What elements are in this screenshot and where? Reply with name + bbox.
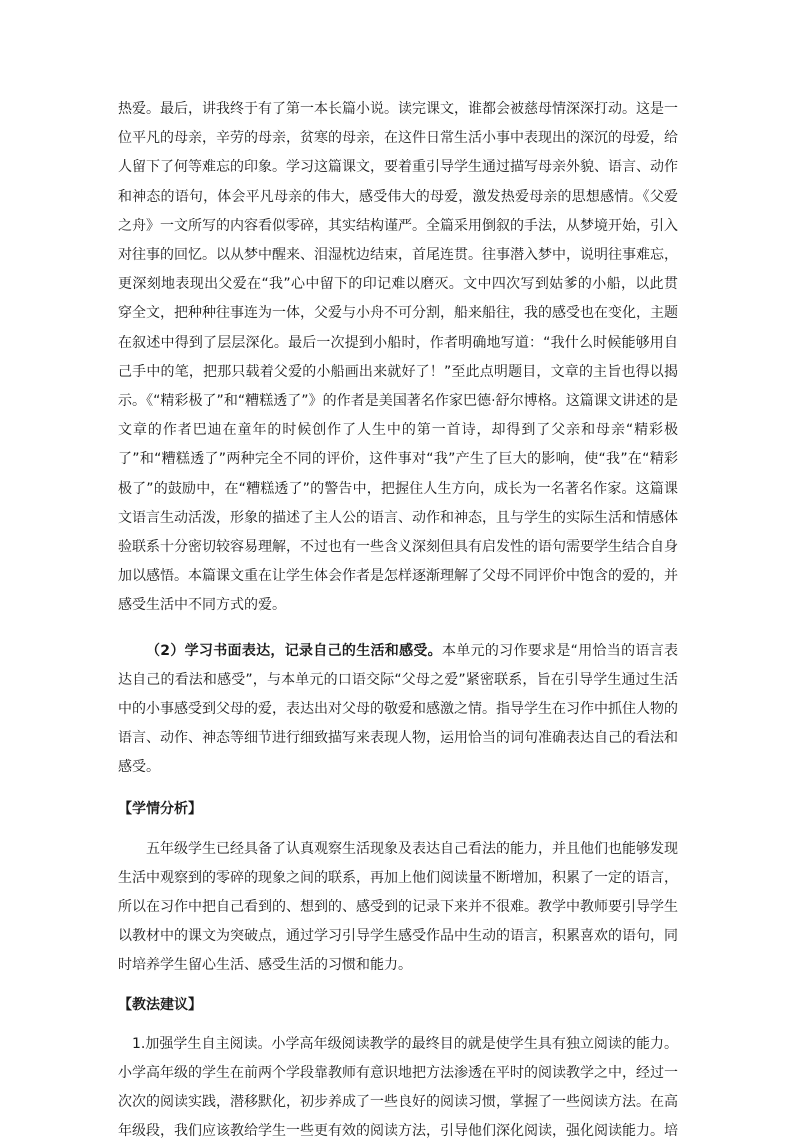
paragraph-writing-goal-body: 本单元的习作要求是“用恰当的语言表达自己的看法和感受”，与本单元的口语交际“父母之爱”紧密联系，旨在引导学生通过生活中的小事感受到父母的爱，表达出对父母的敬爱和感激之情。指导学生在习作中抓住人物的语言、动作、神态等细节进行细致描写来表现人物，运用恰当的词句准确表达自己的看法和感受。 <box>118 642 678 776</box>
section-heading-student-analysis: 【学情分析】 <box>118 800 202 817</box>
document-page <box>118 95 678 1147</box>
paragraph-writing-goal <box>118 637 678 783</box>
paragraph-teaching-suggestions: 1.加强学生自主阅读。小学高年级阅读教学的最终目的就是使学生具有独立阅读的能力。小学高年级的学生在前两个学段靠教师有意识地把方法渗透在平时的阅读教学之中，经过一次次的阅读实践，潜移默化，初步养成了一些良好的阅读习惯，掌握了一些阅读方法。在高年级段，我们应该教给学生一些更有效的阅读方法，引导他们深化阅读，强化阅读能力。培 <box>118 1035 678 1140</box>
paragraph-writing-goal-lead: （2）学习书面表达，记录自己的生活和感受。 <box>146 642 442 659</box>
section-heading-teaching-suggestions: 【教法建议】 <box>118 996 202 1013</box>
paragraph-lessons-analysis: 热爱。最后，讲我终于有了第一本长篇小说。读完课文，谁都会被慈母情深深打动。这是一位平凡的母亲，辛劳的母亲，贫寒的母亲，在这件日常生活小事中表现出的深沉的母爱，给人留下了何等难忘的印象。学习这篇课文，要着重引导学生通过描写母亲外貌、语言、动作和神态的语句，体会平凡母亲的伟大，感受伟大的母爱，激发热爱母亲的思想感情。《父爱之舟》一文所写的内容看似零碎，其实结构谨严。全篇采用倒叙的手法，从梦境开始，引入对往事的回忆。以从梦中醒来、泪湿枕边结束，首尾连贯。往事潜入梦中，说明往事难忘，更深刻地表现出父爱在“我”心中留下的印记难以磨灭。文中四次写到姑爹的小船，以此贯穿全文，把种种往事连为一体，父爱与小舟不可分割，船来船往，我的感受也在变化，主题在叙述中得到了层层深化。最后一次提到小船时，作者明确地写道：“我什么时候能够用自己手中的笔，把那只载着父爱的小船画出来就好了！”至此点明题目，文章的主旨也得以揭示。《“精彩极了”和“糟糕透了”》的作者是美国著名作家巴德·舒尔博格。这篇课文讲述的是文章的作者巴迪在童年的时候创作了人生中的第一首诗，却得到了父亲和母亲“精彩极了”和“糟糕透了”两种完全不同的评价，这件事对“我”产生了巨大的影响，使“我”在“精彩极了”的鼓励中，在“糟糕透了”的警告中，把握住人生方向，成长为一名著名作家。这篇课文语言生动活泼，形象的描述了主人公的语言、动作和神态，且与学生的实际生活和情感体验联系十分密切较容易理解，不过也有一些含义深刻但具有启发性的语句需要学生结合自身加以感悟。本篇课文重在让学生体会作者是怎样逐渐理解了父母不同评价中饱含的爱的，并感受生活中不同方式的爱。 <box>118 101 678 614</box>
paragraph-student-analysis: 五年级学生已经具备了认真观察生活现象及表达自己看法的能力，并且他们也能够发现生活中观察到的零碎的现象之间的联系，再加上他们阅读量不断增加，积累了一定的语言，所以在习作中把自己看到的、想到的、感受到的记录下来并不很难。教学中教师要引导学生以教材中的课文为突破点，通过学习引导学生感受作品中生动的语言，积累喜欢的语句，同时培养学生留心生活、感受生活的习惯和能力。 <box>118 840 678 974</box>
